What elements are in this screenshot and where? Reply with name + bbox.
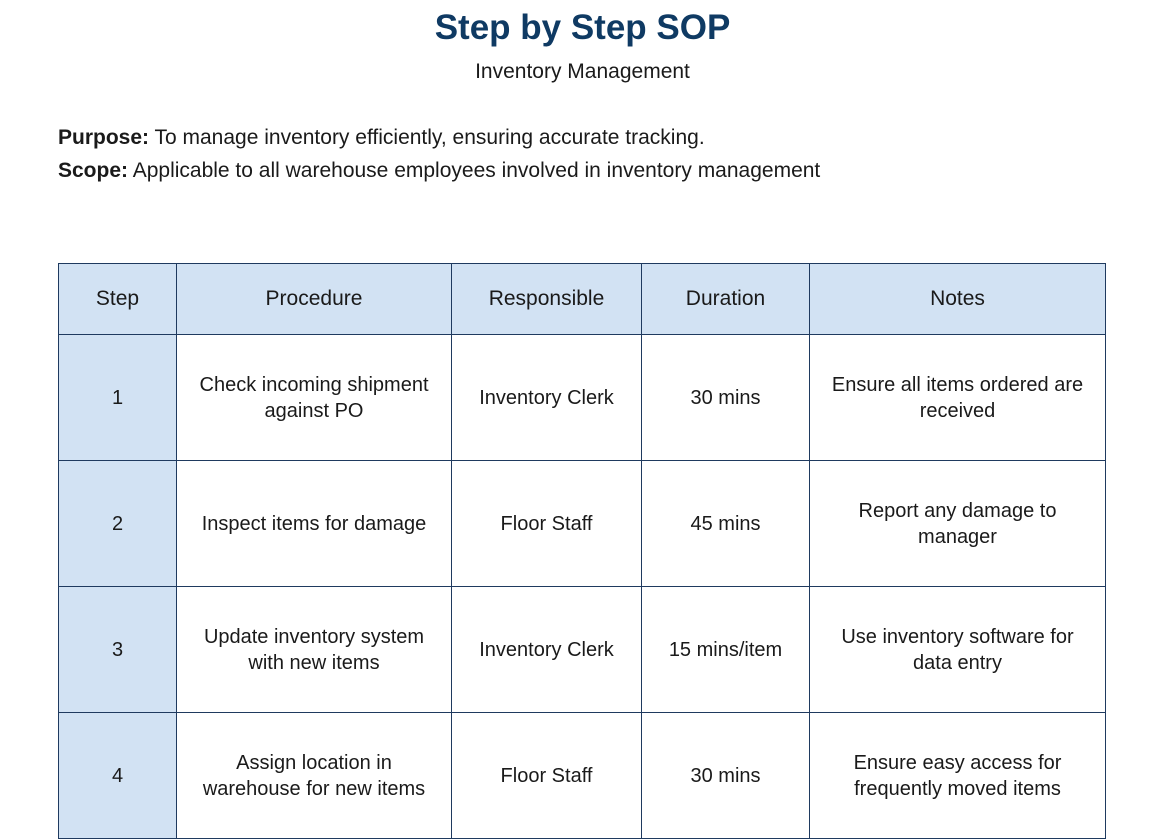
procedure-cell: Update inventory system with new items	[177, 587, 452, 713]
purpose-label: Purpose:	[58, 126, 150, 149]
header-responsible: Responsible	[452, 264, 642, 335]
step-cell: 3	[59, 587, 177, 713]
notes-cell: Ensure all items ordered are received	[810, 335, 1106, 461]
scope-text: Applicable to all warehouse employees involved in inventory management	[132, 159, 821, 182]
table-row	[59, 335, 1106, 461]
step-cell: 2	[59, 461, 177, 587]
step-cell: 4	[59, 713, 177, 839]
document-title: Step by Step SOP	[434, 8, 731, 47]
responsible-cell: Inventory Clerk	[452, 587, 642, 713]
responsible-cell: Floor Staff	[452, 461, 642, 587]
scope-line	[58, 159, 820, 183]
scope-label: Scope:	[58, 159, 129, 182]
purpose-text: To manage inventory efficiently, ensuring accurate tracking.	[154, 126, 705, 149]
notes-cell: Ensure easy access for frequently moved items	[810, 713, 1106, 839]
duration-cell: 30 mins	[642, 713, 810, 839]
document-subtitle: Inventory Management	[475, 60, 690, 83]
step-cell: 1	[59, 335, 177, 461]
notes-cell: Report any damage to manager	[810, 461, 1106, 587]
responsible-cell: Inventory Clerk	[452, 335, 642, 461]
duration-cell: 45 mins	[642, 461, 810, 587]
sop-table	[58, 263, 1106, 839]
table-row	[59, 461, 1106, 587]
header-notes: Notes	[810, 264, 1106, 335]
header-duration: Duration	[642, 264, 810, 335]
duration-cell: 30 mins	[642, 335, 810, 461]
procedure-cell: Assign location in warehouse for new items	[177, 713, 452, 839]
duration-cell: 15 mins/item	[642, 587, 810, 713]
table-header-row	[59, 264, 1106, 335]
header-procedure: Procedure	[177, 264, 452, 335]
procedure-cell: Check incoming shipment against PO	[177, 335, 452, 461]
table-row	[59, 587, 1106, 713]
table-row	[59, 713, 1106, 839]
notes-cell: Use inventory software for data entry	[810, 587, 1106, 713]
responsible-cell: Floor Staff	[452, 713, 642, 839]
procedure-cell: Inspect items for damage	[177, 461, 452, 587]
purpose-line	[58, 126, 705, 150]
header-step: Step	[59, 264, 177, 335]
